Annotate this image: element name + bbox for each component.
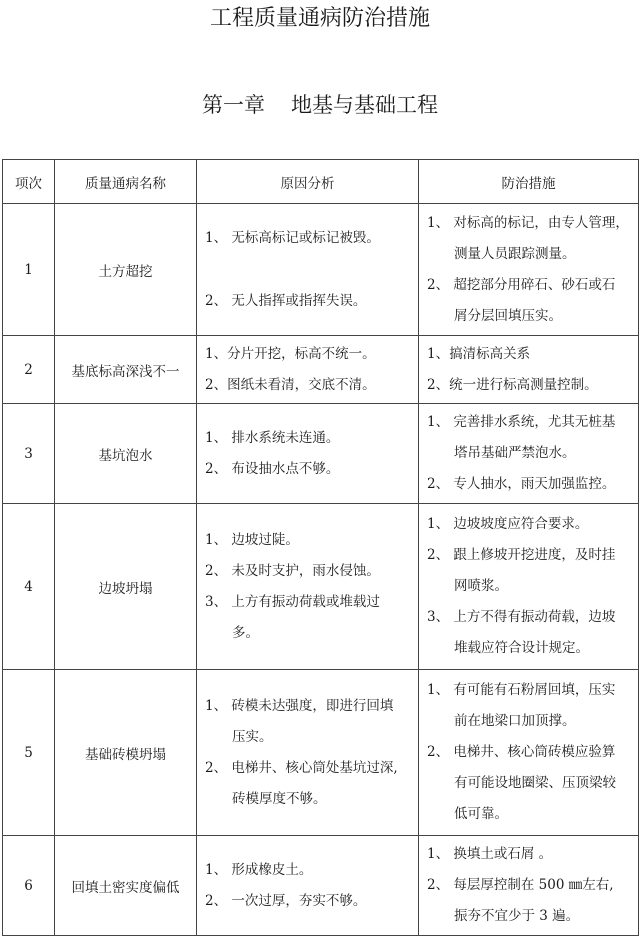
measure-item: 3、 上方不得有振动荷载，边坡 xyxy=(427,609,616,625)
measure-item: 前在地梁口加顶撑。 xyxy=(454,713,576,729)
row-measures xyxy=(419,836,639,936)
defects-table xyxy=(2,159,639,936)
row-causes xyxy=(197,404,419,504)
cause-item: 3、 上方有振动荷载或堆载过 xyxy=(205,593,380,610)
row-defect-name: 边坡坍塌 xyxy=(55,504,197,670)
row-defect-name: 回填土密实度偏低 xyxy=(55,836,197,936)
measure-item: 塔吊基础严禁泡水。 xyxy=(454,445,576,461)
cause-item: 2、 未及时支护，雨水侵蚀。 xyxy=(205,562,380,579)
table-header-row xyxy=(3,160,639,204)
measure-item: 1、 边坡坡度应符合要求。 xyxy=(427,516,589,532)
measure-item: 1、 对标高的标记，由专人管理， xyxy=(427,214,629,231)
measure-item: 低可靠。 xyxy=(454,806,508,822)
measure-item: 1、搞清标高关系 xyxy=(427,345,531,362)
table-row xyxy=(3,836,639,936)
row-causes xyxy=(197,204,419,336)
measure-item: 振夯不宜少于 3 遍。 xyxy=(454,908,580,924)
cause-item: 2、图纸未看清，交底不清。 xyxy=(205,376,376,393)
cause-item: 2、 电梯井、核心筒处基坑过深, xyxy=(205,759,398,776)
header-prevention-measures: 防治措施 xyxy=(419,160,639,204)
row-causes xyxy=(197,670,419,836)
measure-item: 2、统一进行标高测量控制。 xyxy=(427,376,598,393)
cause-item: 1、 砖模未达强度，即进行回填 xyxy=(205,697,394,714)
table-row xyxy=(3,404,639,504)
measure-item: 2、 跟上修坡开挖进度，及时挂 xyxy=(427,547,616,563)
measure-item: 1、 完善排水系统，尤其无桩基 xyxy=(427,414,616,430)
cause-item: 多。 xyxy=(232,624,259,641)
chapter-name: 地基与基础工程 xyxy=(291,93,438,117)
document-title: 工程质量通病防治措施 xyxy=(209,6,430,31)
measure-item: 网喷浆。 xyxy=(454,578,508,594)
cause-item: 2、 布设抽水点不够。 xyxy=(205,460,340,477)
cause-item: 2、 无人指挥或指挥失误。 xyxy=(205,292,367,309)
row-no: 5 xyxy=(3,670,55,836)
row-measures xyxy=(419,336,639,404)
row-measures xyxy=(419,404,639,504)
header-defect-name: 质量通病名称 xyxy=(55,160,197,204)
measure-item: 有可能设地圈梁、压顶梁较 xyxy=(454,775,616,791)
row-no: 4 xyxy=(3,504,55,670)
row-causes xyxy=(197,336,419,404)
row-no: 2 xyxy=(3,336,55,404)
row-no: 3 xyxy=(3,404,55,504)
cause-item: 1、 边坡过陡。 xyxy=(205,531,299,548)
measure-item: 测量人员跟踪测量。 xyxy=(454,245,576,262)
header-cause-analysis: 原因分析 xyxy=(197,160,419,204)
header-no: 项次 xyxy=(3,160,55,204)
row-defect-name: 基坑泡水 xyxy=(55,404,197,504)
measure-item: 2、 电梯井、核心筒砖模应验算 xyxy=(427,744,616,760)
table-row xyxy=(3,670,639,836)
cause-item: 1、 形成橡皮土。 xyxy=(205,861,313,878)
row-defect-name: 基底标高深浅不一 xyxy=(55,336,197,404)
measure-item: 2、 每层厚控制在 500 ㎜左右, xyxy=(427,877,614,893)
measure-item: 1、 换填土或石屑 。 xyxy=(427,846,553,862)
row-defect-name: 基础砖模坍塌 xyxy=(55,670,197,836)
table-row xyxy=(3,336,639,404)
cause-item: 1、 排水系统未连通。 xyxy=(205,429,340,446)
cause-item: 1、 无标高标记或标记被毁。 xyxy=(205,229,380,246)
row-causes xyxy=(197,504,419,670)
row-measures xyxy=(419,504,639,670)
row-measures xyxy=(419,670,639,836)
row-measures xyxy=(419,204,639,336)
table-row xyxy=(3,504,639,670)
measure-item: 2、 超挖部分用碎石、砂石或石 xyxy=(427,276,616,293)
measure-item: 2、 专人抽水，雨天加强监控。 xyxy=(427,476,616,492)
measure-item: 屑分层回填压实。 xyxy=(454,307,562,324)
measure-item: 堆载应符合设计规定。 xyxy=(454,640,589,656)
row-causes xyxy=(197,836,419,936)
measure-item: 1、 有可能有石粉屑回填，压实 xyxy=(427,682,616,698)
row-no: 6 xyxy=(3,836,55,936)
chapter-number: 第一章 xyxy=(202,93,265,117)
cause-item: 砖模厚度不够。 xyxy=(232,790,327,807)
cause-item: 1、分片开挖，标高不统一。 xyxy=(205,345,376,362)
table-row xyxy=(3,204,639,336)
row-no: 1 xyxy=(3,204,55,336)
chapter-heading xyxy=(0,88,640,122)
cause-item: 2、 一次过厚，夯实不够。 xyxy=(205,892,367,909)
cause-item: 压实。 xyxy=(232,728,273,745)
row-defect-name: 土方超挖 xyxy=(55,204,197,336)
